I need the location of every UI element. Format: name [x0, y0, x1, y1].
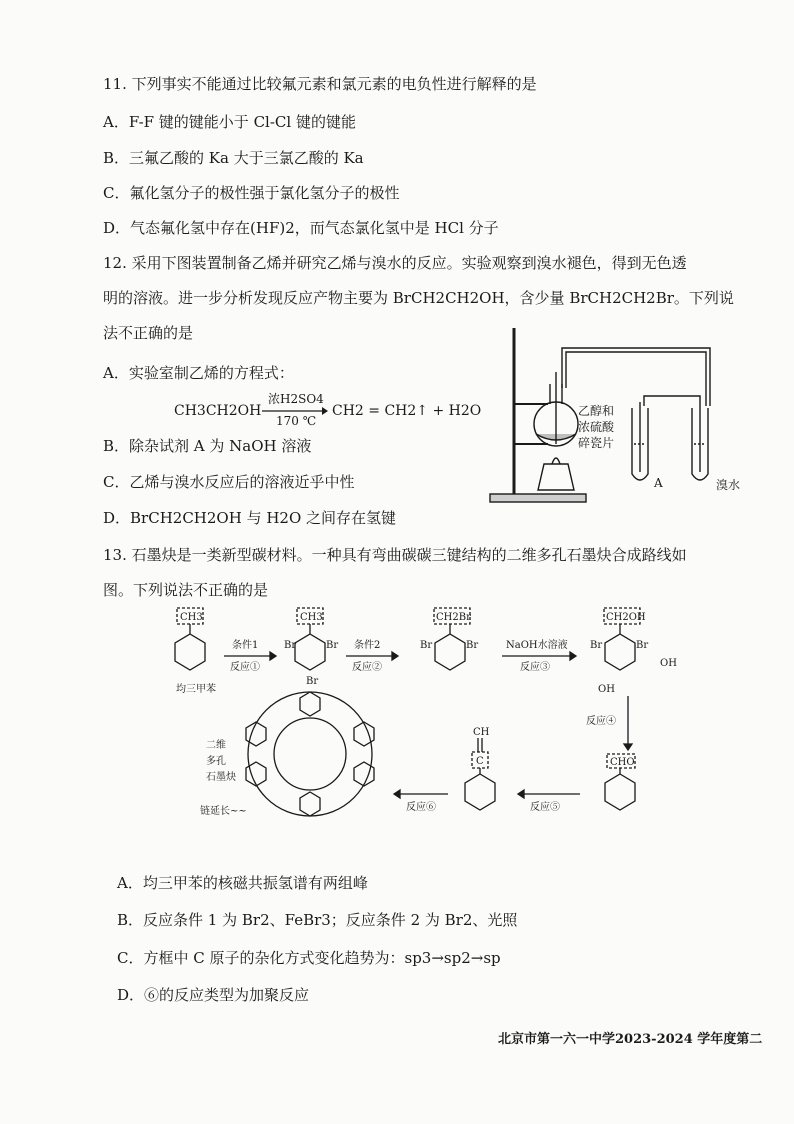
apparatus-label-bromine: 溴水: [716, 478, 741, 492]
scheme-c: C: [476, 756, 484, 767]
q12-stem-line3: 法不正确的是: [103, 324, 194, 342]
apparatus-label-2: 浓硫酸: [578, 420, 615, 434]
q12-option-a: A．实验室制乙烯的方程式：: [103, 364, 294, 382]
scheme-ch2br: CH2Br: [436, 612, 471, 623]
scheme-start-name: 均三甲苯: [176, 684, 216, 695]
q13-option-d: D．⑥的反应类型为加聚反应: [117, 986, 310, 1004]
q11-option-b: B．三氟乙酸的 Ka 大于三氯乙酸的 Ka: [103, 149, 364, 167]
eq-product: CH2 = CH2↑ + H2O: [332, 403, 482, 419]
apparatus-label-a: A: [654, 476, 663, 490]
q13-stem-line1: 13. 石墨炔是一类新型碳材料。一种具有弯曲碳碳三键结构的二维多孔石墨炔合成路线如: [103, 546, 687, 564]
scheme-react4: 反应④: [586, 716, 616, 727]
page-footer: 北京市第一六一中学2023-2024 学年度第二: [498, 1032, 763, 1047]
scheme-br-2: Br: [326, 640, 339, 651]
scheme-ch3-2: CH3: [300, 612, 323, 623]
q12-stem-line1: 12. 采用下图装置制备乙烯并研究乙烯与溴水的反应。实验观察到溴水褪色，得到无色透: [103, 254, 687, 272]
graphdiyne-synthesis-scheme: [150, 604, 690, 864]
scheme-br-5: Br: [466, 640, 479, 651]
scheme-react5: 反应⑤: [530, 802, 560, 813]
scheme-chain: 链延长~~: [200, 806, 247, 817]
scheme-ch: CH: [473, 727, 490, 738]
q12-option-c: C．乙烯与溴水反应后的溶液近乎中性: [103, 473, 355, 491]
scheme-br-4: Br: [420, 640, 433, 651]
scheme-cond2: 条件2: [354, 640, 381, 651]
apparatus-label-3: 碎瓷片: [578, 436, 615, 450]
q13-option-b: B．反应条件 1 为 Br2、FeBr3；反应条件 2 为 Br2、光照: [117, 911, 518, 929]
eq-temperature: 170 ℃: [276, 414, 317, 428]
scheme-product-2: 多孔: [206, 756, 226, 767]
q11-option-d: D．气态氟化氢中存在(HF)2，而气态氯化氢中是 HCl 分子: [103, 219, 499, 237]
q13-option-a: A．均三甲苯的核磁共振氢谱有两组峰: [117, 874, 368, 892]
scheme-cond3: NaOH水溶液: [506, 640, 568, 651]
scheme-react6: 反应⑥: [406, 802, 436, 813]
scheme-oh-1: OH: [598, 684, 615, 695]
q11-option-a: A．F-F 键的键能小于 Cl-Cl 键的键能: [103, 113, 356, 131]
eq-catalyst: 浓H2SO4: [268, 392, 324, 406]
scheme-br-1: Br: [284, 640, 297, 651]
scheme-react3: 反应③: [520, 662, 550, 673]
scheme-ch3-1: CH3: [180, 612, 203, 623]
q12-option-b: B．除杂试剂 A 为 NaOH 溶液: [103, 437, 312, 455]
scheme-br-3: Br: [306, 676, 319, 687]
scheme-br-6: Br: [590, 640, 603, 651]
scheme-br-7: Br: [636, 640, 649, 651]
q13-option-c: C．方框中 C 原子的杂化方式变化趋势为：sp3→sp2→sp: [117, 949, 501, 967]
q12-stem-line2: 明的溶液。进一步分析发现反应产物主要为 BrCH2CH2OH，含少量 BrCH2CH2Br。下列说: [103, 289, 734, 307]
eq-reactant: CH3CH2OH: [174, 403, 262, 419]
scheme-cond1: 条件1: [232, 640, 259, 651]
scheme-oh-2: OH: [660, 658, 677, 669]
q13-stem-line2: 图。下列说法不正确的是: [103, 581, 269, 599]
scheme-product-1: 二维: [206, 740, 226, 751]
apparatus-label-1: 乙醇和: [578, 404, 615, 418]
scheme-react2: 反应②: [352, 662, 382, 673]
scheme-product-3: 石墨炔: [206, 772, 236, 783]
scheme-react1: 反应①: [230, 662, 260, 673]
q11-option-c: C．氟化氢分子的极性强于氯化氢分子的极性: [103, 184, 400, 202]
q11-stem: 11. 下列事实不能通过比较氟元素和氯元素的电负性进行解释的是: [103, 75, 537, 93]
scheme-ch2oh: CH2OH: [606, 612, 646, 623]
scheme-cho: CHO: [610, 757, 635, 768]
q12-option-d: D．BrCH2CH2OH 与 H2O 之间存在氢键: [103, 509, 397, 527]
